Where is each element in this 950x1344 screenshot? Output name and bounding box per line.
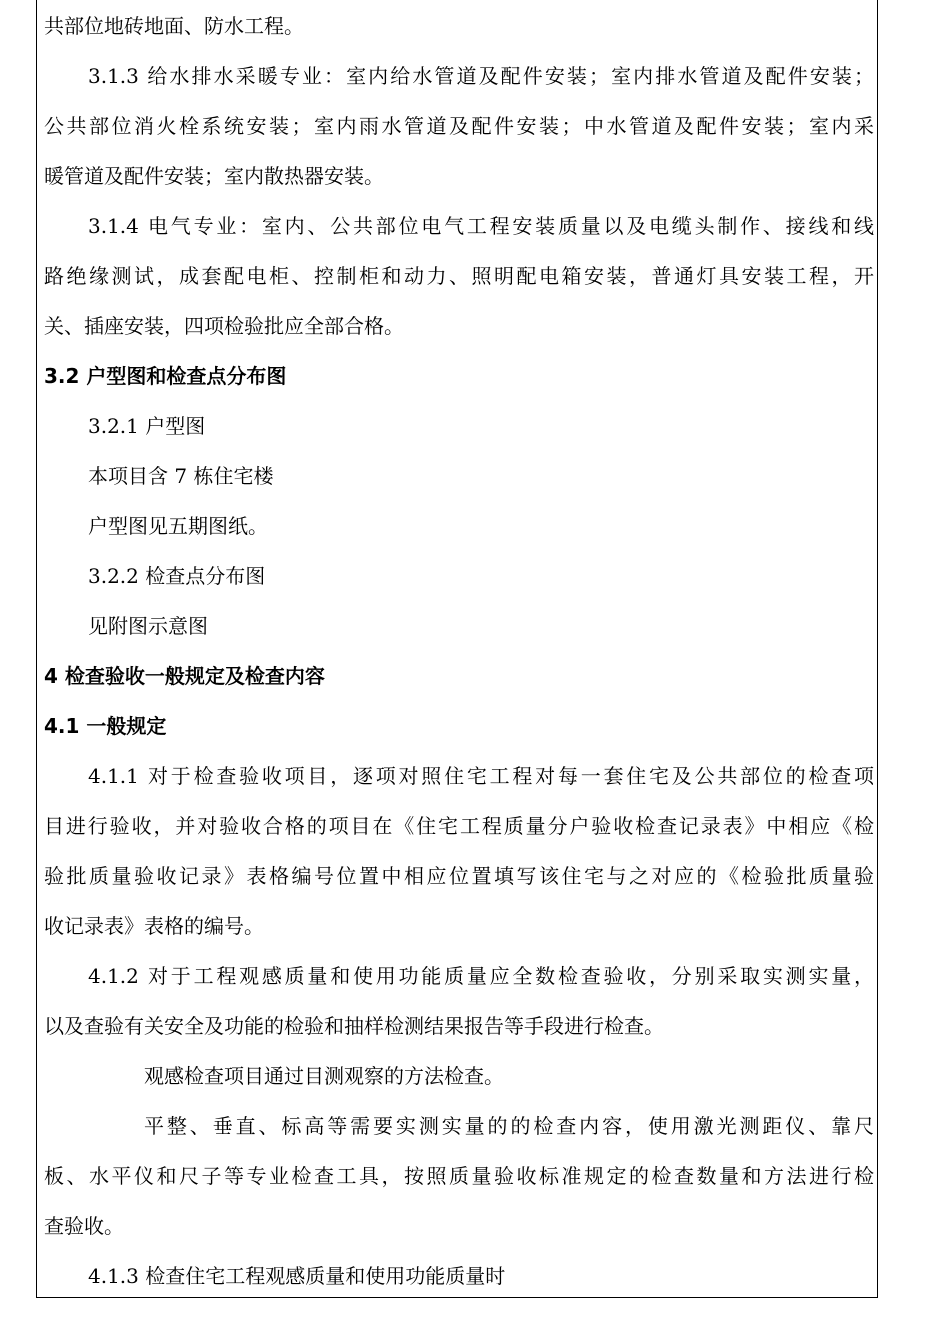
subsection-heading: 3.2.1 户型图: [88, 414, 206, 438]
paragraph-line: 公共部位消火栓系统安装；室内雨水管道及配件安装；中水管道及配件安装；室内采: [44, 114, 874, 138]
paragraph-line: 4.1.3 检查住宅工程观感质量和使用功能质量时: [88, 1264, 506, 1288]
paragraph-line: 暖管道及配件安装；室内散热器安装。: [44, 164, 384, 188]
paragraph-line: 3.1.3 给水排水采暖专业：室内给水管道及配件安装；室内排水管道及配件安装；: [88, 64, 874, 88]
paragraph-line: 4.1.1 对于检查验收项目，逐项对照住宅工程对每一套住宅及公共部位的检查项: [88, 764, 874, 788]
paragraph-line: 目进行验收，并对验收合格的项目在《住宅工程质量分户验收检查记录表》中相应《检: [44, 814, 874, 838]
section-heading: 4.1 一般规定: [44, 714, 167, 738]
page-frame: [36, 0, 878, 1298]
paragraph-line: 4.1.2 对于工程观感质量和使用功能质量应全数检查验收，分别采取实测实量，: [88, 964, 874, 988]
section-heading: 3.2 户型图和检查点分布图: [44, 364, 287, 388]
paragraph-line: 见附图示意图: [88, 614, 208, 638]
paragraph-line: 以及查验有关安全及功能的检验和抽样检测结果报告等手段进行检查。: [44, 1014, 664, 1038]
paragraph-line: 路绝缘测试，成套配电柜、控制柜和动力、照明配电箱安装，普通灯具安装工程，开: [44, 264, 874, 288]
paragraph-line: 关、插座安装，四项检验批应全部合格。: [44, 314, 404, 338]
chapter-heading: 4 检查验收一般规定及检查内容: [44, 664, 325, 688]
subsection-heading: 3.2.2 检查点分布图: [88, 564, 266, 588]
paragraph-line: 共部位地砖地面、防水工程。: [44, 14, 304, 38]
paragraph-line: 验批质量验收记录》表格编号位置中相应位置填写该住宅与之对应的《检验批质量验: [44, 864, 874, 888]
paragraph-line: 平整、垂直、标高等需要实测实量的的检查内容，使用激光测距仪、靠尺: [144, 1114, 874, 1138]
paragraph-line: 户型图见五期图纸。: [88, 514, 268, 538]
paragraph-line: 本项目含 7 栋住宅楼: [88, 464, 274, 488]
paragraph-line: 收记录表》表格的编号。: [44, 914, 264, 938]
paragraph-line: 板、水平仪和尺子等专业检查工具，按照质量验收标准规定的检查数量和方法进行检: [44, 1164, 874, 1188]
paragraph-line: 3.1.4 电气专业：室内、公共部位电气工程安装质量以及电缆头制作、接线和线: [88, 214, 874, 238]
paragraph-line: 查验收。: [44, 1214, 124, 1238]
paragraph-line: 观感检查项目通过目测观察的方法检查。: [144, 1064, 504, 1088]
